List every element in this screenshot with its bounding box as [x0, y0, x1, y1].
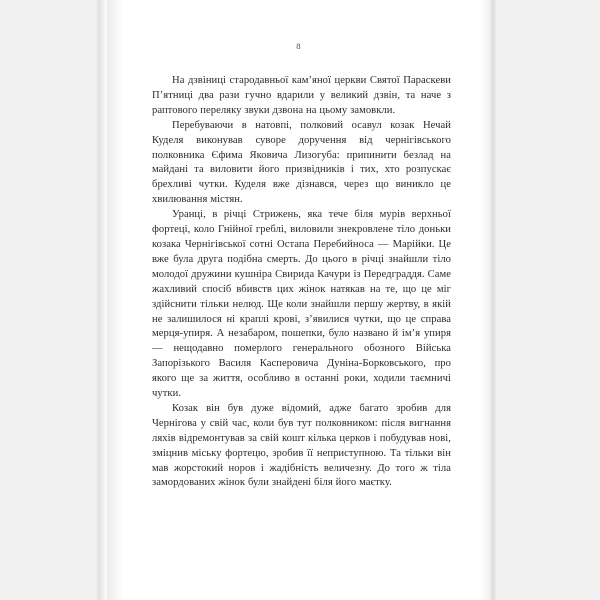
page-number: 8 — [296, 41, 301, 51]
paragraph: Уранці, в річці Стрижень, яка тече біля мурів верхньої фортеці, коло Гнійної греблі, виловили знекровлене тіло доньки козака Чернігівської сотні Остапа Перебийноса — Марійки. Це вже була друга подібна смерть. До цього в річці знайшли тіло молодої дружини кушніра Свирида Качури із Передграддя. Саме жахливий спосіб вбивств цих жінок натякав на те, що це міг здійснити тільки нелюд. Ще коли знайшли першу жертву, в якій не залишилося ні краплі крові, з’явилися чутки, що це справа мерця-упиря. А незабаром, пошепки, було названо й ім’я упиря — нещодавно померлого генерального обозного Війська Запорізького Василя Касперовича Дуніна-Борковського, про якого ще за життя, особливо в останні роки, ходили таємничі чутки. — [152, 209, 451, 400]
paragraph: На дзвіниці стародавньої кам’яної церкви Святої Параскеви П’ятниці два рази гучно вдарили у великий дзвін, та наче з раптового переляку звуки дзвона на цьому замовкли. — [152, 75, 451, 116]
paragraph: Перебуваючи в натовпі, полковий осавул козак Нечай Куделя виконував суворе доручення від чернігівського полковника Єфима Яковича Лизогуба: припинити безлад на майдані та виловити його призвідників і тих, хто розпускає брехливі чутки. Куделя вже дізнався, через що виникло це хвилювання містян. — [152, 119, 451, 206]
body-text — [152, 74, 451, 491]
paragraph: Козак він був дуже відомий, адже багато зробив для Чернігова у свій час, коли був тут полковником: після вигнання ляхів відремонтував за свій кошт кілька церков і побудував нові, зміцнив міську фортецю, зробив її неприступною. Та тільки він мав жорстокий норов і жадібність величезну. До того ж тіла замордованих жінок були знайдені біля його маєтку. — [152, 402, 451, 489]
book-page — [107, 0, 490, 600]
